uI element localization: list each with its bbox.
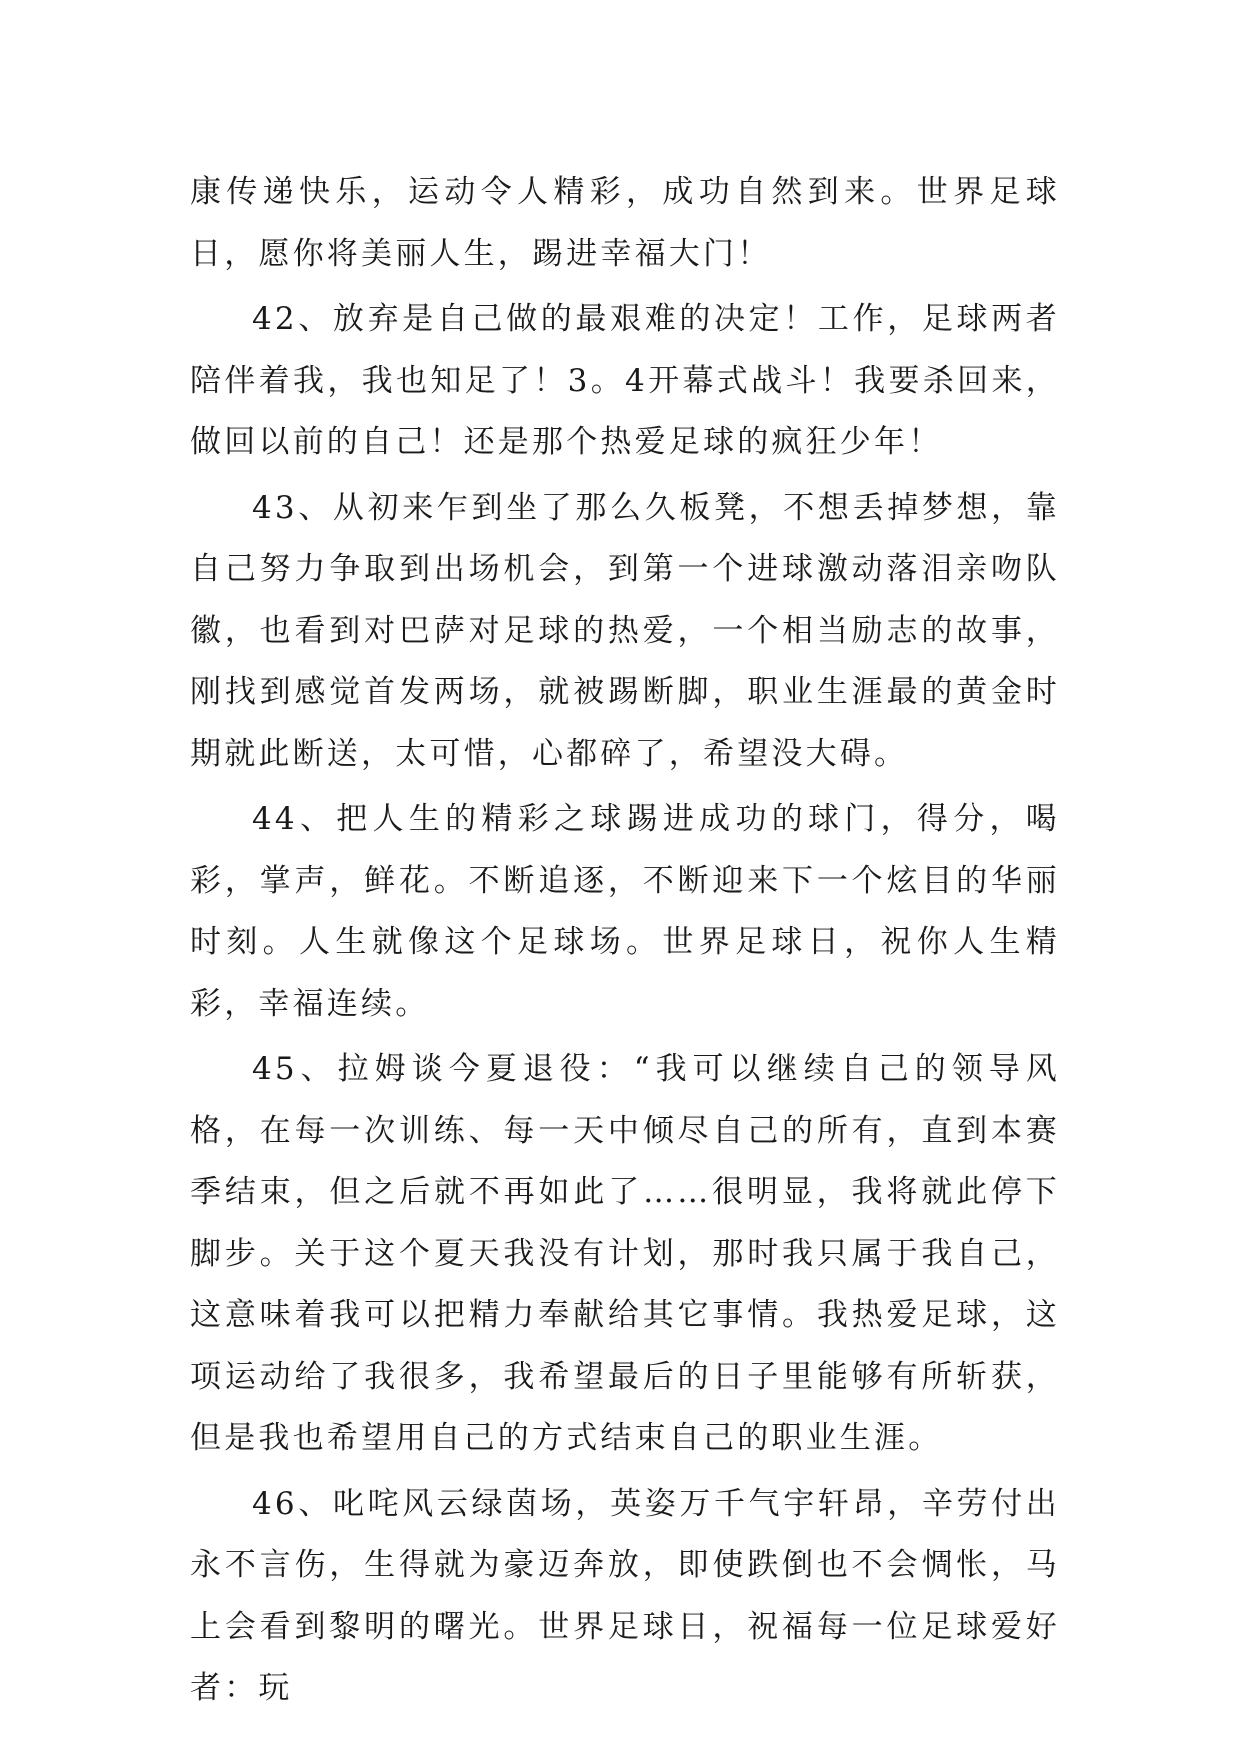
document-body — [190, 162, 1060, 1724]
paragraph-44: 44、把人生的精彩之球踢进成功的球门，得分，喝彩，掌声，鲜花。不断追逐，不断迎来下一个炫目的华丽时刻。人生就像这个足球场。世界足球日，祝你人生精彩，幸福连续。 — [190, 801, 1060, 1022]
paragraph-45: 45、拉姆谈今夏退役：“我可以继续自己的领导风格，在每一次训练、每一天中倾尽自己的所有，直到本赛季结束，但之后就不再如此了……很明显，我将就此停下脚步。关于这个夏天我没有计划，那时我只属于我自己，这意味着我可以把精力奉献给其它事情。我热爱足球，这项运动给了我很多，我希望最后的日子里能够有所斩获，但是我也希望用自己的方式结束自己的职业生涯。 — [190, 1051, 1060, 1456]
paragraph-46: 46、叱咤风云绿茵场，英姿万千气宇轩昂，辛劳付出永不言伤，生得就为豪迈奔放，即使跌倒也不会惆怅，马上会看到黎明的曙光。世界足球日，祝福每一位足球爱好者：玩 — [190, 1485, 1060, 1706]
paragraph-continuation: 康传递快乐，运动令人精彩，成功自然到来。世界足球日，愿你将美丽人生，踢进幸福大门！ — [190, 174, 1060, 272]
paragraph-42: 42、放弃是自己做的最艰难的决定！工作，足球两者陪伴着我，我也知足了！3。4开幕式战斗！我要杀回来，做回以前的自己！还是那个热爱足球的疯狂少年！ — [190, 301, 1060, 460]
paragraph-43: 43、从初来乍到坐了那么久板凳，不想丢掉梦想，靠自己努力争取到出场机会，到第一个进球激动落泪亲吻队徽，也看到对巴萨对足球的热爱，一个相当励志的故事，刚找到感觉首发两场，就被踢断脚，职业生涯最的黄金时期就此断送，太可惜，心都碎了，希望没大碍。 — [190, 489, 1060, 772]
